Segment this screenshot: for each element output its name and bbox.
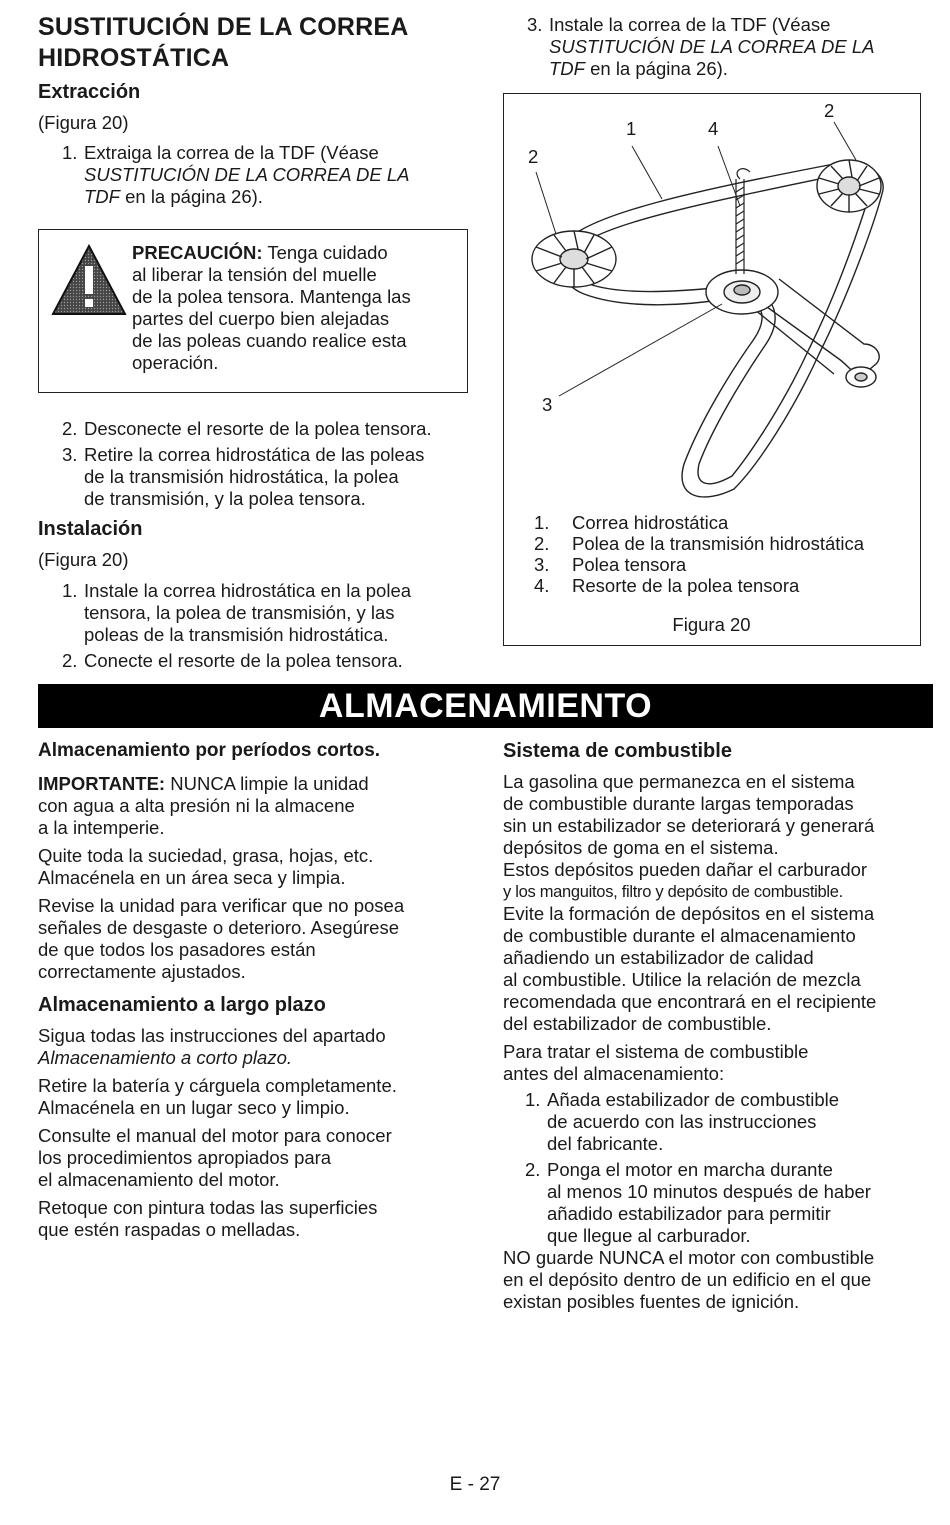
legend-item: [534, 554, 919, 575]
legend-number: 2.: [534, 533, 550, 554]
step-text: Instale la correa de la TDF (Véase: [549, 14, 831, 35]
step-line: Añada estabilizador de combustible: [547, 1089, 840, 1110]
step-line: de transmisión, y la polea tensora.: [84, 488, 366, 509]
extraction-heading: Extracción: [38, 81, 141, 103]
text-line: del estabilizador de combustible.: [503, 1013, 772, 1034]
extraction-figure-ref: (Figura 20): [38, 112, 129, 133]
text-line: de combustible durante largas temporadas: [503, 793, 854, 814]
text-line: antes del almacenamiento:: [503, 1063, 725, 1084]
list-item: [62, 418, 482, 440]
paragraph: [503, 1041, 933, 1085]
step-line: del fabricante.: [547, 1133, 664, 1154]
text-line: Estos depósitos pueden dañar el carburador: [503, 859, 868, 880]
step-tail: en la página 26).: [584, 58, 728, 79]
section-title: [38, 12, 409, 74]
page-number: E - 27: [449, 1474, 501, 1495]
storage-banner: ALMACENAMIENTO: [38, 684, 933, 728]
paragraph: [38, 1025, 478, 1069]
step-italic-ref-b: TDF: [84, 186, 120, 207]
step-italic-ref: SUSTITUCIÓN DE LA CORREA DE LA: [549, 36, 875, 57]
figure-20: [503, 93, 921, 646]
storage-right-column: [503, 739, 933, 1313]
figure-caption: Figura 20: [672, 614, 751, 635]
text-line: correctamente ajustados.: [38, 961, 246, 982]
text-line: y los manguitos, filtro y depósito de combustible.: [503, 883, 843, 901]
step-number: 1.: [62, 580, 78, 601]
text-line: añadiendo un estabilizador de calidad: [503, 947, 814, 968]
text-line: señales de desgaste o deterioro. Asegúrese: [38, 917, 399, 938]
paragraph: [38, 1125, 478, 1191]
text-line: los procedimientos apropiados para: [38, 1147, 332, 1168]
step-italic-ref: SUSTITUCIÓN DE LA CORREA DE LA: [84, 164, 410, 185]
paragraph: [38, 1197, 478, 1241]
step-number: 3.: [62, 444, 78, 465]
installation-figure-ref: (Figura 20): [38, 549, 129, 570]
step-line: que llegue al carburador.: [547, 1225, 751, 1246]
caution-line: al liberar la tensión del muelle: [132, 264, 377, 285]
legend-item: [534, 575, 919, 596]
paragraph: [38, 1075, 478, 1119]
text-line: recomendada que encontrará en el recipiente: [503, 991, 877, 1012]
step-line: añadido estabilizador para permitir: [547, 1203, 831, 1224]
figure-legend: [534, 512, 919, 596]
short-storage-heading: Almacenamiento por períodos cortos.: [38, 740, 381, 761]
step-tail: en la página 26).: [119, 186, 263, 207]
step-number: 3.: [527, 14, 543, 35]
step-line: Ponga el motor en marcha durante: [547, 1159, 833, 1180]
text-line: Revise la unidad para verificar que no posea: [38, 895, 405, 916]
text-line: de que todos los pasadores están: [38, 939, 316, 960]
step-line: poleas de la transmisión hidrostática.: [84, 624, 389, 645]
fuel-system-heading: Sistema de combustible: [503, 740, 732, 762]
legend-item: [534, 512, 919, 533]
step-number: 1.: [62, 142, 78, 163]
list-item: [62, 580, 482, 646]
step-italic-ref-b: TDF: [549, 58, 585, 79]
list-item: [62, 650, 482, 672]
callout-label: 2: [824, 100, 835, 121]
list-item: [62, 444, 482, 510]
callout-label: 3: [542, 394, 553, 415]
paragraph: [38, 895, 478, 983]
text-line: al combustible. Utilice la relación de mezcla: [503, 969, 861, 990]
paragraph: [38, 845, 478, 889]
text-line: Consulte el manual del motor para conocer: [38, 1125, 392, 1146]
caution-line: partes del cuerpo bien alejadas: [132, 308, 390, 329]
caution-line: de la polea tensora. Mantenga las: [132, 286, 411, 307]
storage-left-column: [38, 739, 478, 1241]
text-line: existan posibles fuentes de ignición.: [503, 1291, 800, 1312]
step-line: Instale la correa hidrostática en la polea: [84, 580, 412, 601]
legend-number: 3.: [534, 554, 550, 575]
caution-box: [38, 229, 468, 393]
step-line: Desconecte el resorte de la polea tensora.: [84, 418, 432, 439]
list-item: [525, 1159, 933, 1247]
legend-number: 4.: [534, 575, 550, 596]
legend-text: Polea tensora: [572, 554, 687, 575]
step-number: 1.: [525, 1089, 541, 1110]
belt-diagram: [504, 94, 919, 504]
text-line: con agua a alta presión ni la almacene: [38, 795, 355, 816]
step-line: Conecte el resorte de la polea tensora.: [84, 650, 403, 671]
step-number: 2.: [62, 650, 78, 671]
right-step-3: [527, 14, 937, 80]
paragraph: [503, 771, 933, 1035]
step-line: tensora, la polea de transmisión, y las: [84, 602, 395, 623]
text-line: de combustible durante el almacenamiento: [503, 925, 856, 946]
callout-label: 1: [626, 118, 637, 139]
step-line: de la transmisión hidrostática, la polea: [84, 466, 399, 487]
important-paragraph: [38, 773, 478, 839]
title-line-1: SUSTITUCIÓN DE LA CORREA: [38, 13, 409, 41]
callout-label: 4: [708, 118, 719, 139]
text-line: depósitos de goma en el sistema.: [503, 837, 779, 858]
step-text: Extraiga la correa de la TDF (Véase: [84, 142, 379, 163]
warning-triangle-icon: [51, 244, 127, 316]
text-line: Retire la batería y cárguela completamente.: [38, 1075, 397, 1096]
text-line: Almacénela en un área seca y limpia.: [38, 867, 346, 888]
title-line-2: HIDROSTÁTICA: [38, 44, 230, 72]
caution-text: [132, 242, 462, 374]
text-line: Para tratar el sistema de combustible: [503, 1041, 809, 1062]
installation-steps: [62, 580, 482, 672]
step-line: Retire la correa hidrostática de las poleas: [84, 444, 425, 465]
step-number: 2.: [62, 418, 78, 439]
text-line-italic: Almacenamiento a corto plazo.: [38, 1047, 292, 1068]
text-line: en el depósito dentro de un edificio en el que: [503, 1269, 872, 1290]
text-line: sin un estabilizador se deteriorará y generará: [503, 815, 875, 836]
text-line: el almacenamiento del motor.: [38, 1169, 280, 1190]
caution-label: PRECAUCIÓN:: [132, 242, 263, 263]
legend-number: 1.: [534, 512, 550, 533]
extraction-step-1: [62, 142, 472, 208]
text-line: NO guarde NUNCA el motor con combustible: [503, 1247, 875, 1268]
step-number: 2.: [525, 1159, 541, 1180]
step-line: de acuerdo con las instrucciones: [547, 1111, 817, 1132]
list-item: [525, 1089, 933, 1155]
text-line: Almacénela en un lugar seco y limpio.: [38, 1097, 350, 1118]
legend-item: [534, 533, 919, 554]
fuel-steps: [525, 1089, 933, 1247]
caution-line: operación.: [132, 352, 219, 373]
legend-text: Correa hidrostática: [572, 512, 729, 533]
removal-steps: [62, 418, 482, 510]
text-line: Retoque con pintura todas las superficies: [38, 1197, 378, 1218]
caution-line: de las poleas cuando realice esta: [132, 330, 407, 351]
important-label: IMPORTANTE:: [38, 773, 166, 794]
text-line: Quite toda la suciedad, grasa, hojas, etc.: [38, 845, 374, 866]
text-line: Sigua todas las instrucciones del apartado: [38, 1025, 386, 1046]
text-line: que estén raspadas o melladas.: [38, 1219, 301, 1240]
paragraph: [503, 1247, 933, 1313]
text-line: Evite la formación de depósitos en el sistema: [503, 903, 875, 924]
text-line: La gasolina que permanezca en el sistema: [503, 771, 855, 792]
caution-line: Tenga cuidado: [262, 242, 388, 263]
step-line: al menos 10 minutos después de haber: [547, 1181, 871, 1202]
installation-heading: Instalación: [38, 518, 143, 540]
text-line: NUNCA limpie la unidad: [165, 773, 369, 794]
callout-label: 2: [528, 146, 539, 167]
text-line: a la intemperie.: [38, 817, 165, 838]
legend-text: Resorte de la polea tensora: [572, 575, 800, 596]
legend-text: Polea de la transmisión hidrostática: [572, 533, 865, 554]
long-storage-heading: Almacenamiento a largo plazo: [38, 994, 326, 1016]
